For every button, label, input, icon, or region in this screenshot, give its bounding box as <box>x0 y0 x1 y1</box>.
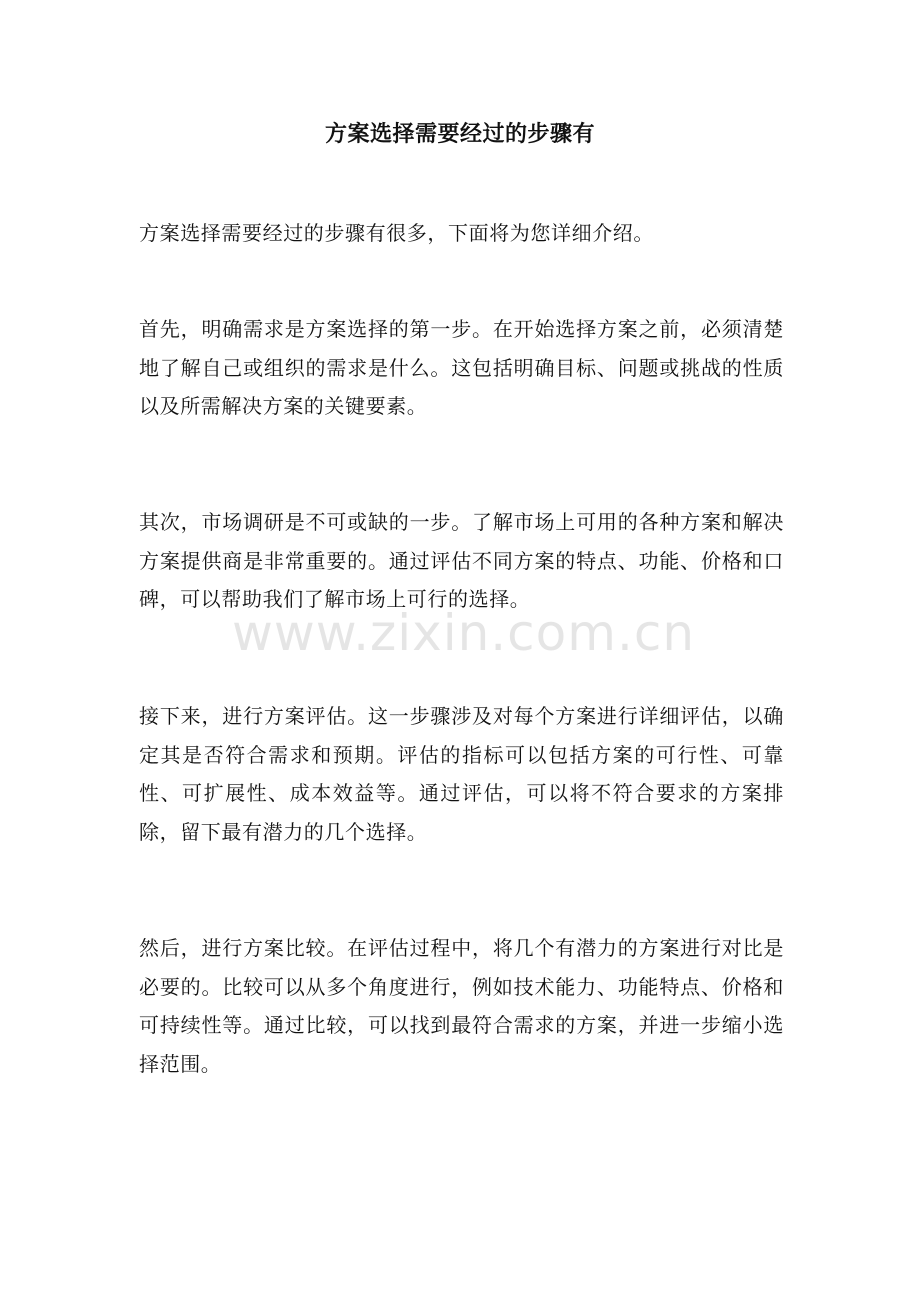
paragraph-define-needs: 首先，明确需求是方案选择的第一步。在开始选择方案之前，必须清楚地了解自己或组织的需求是什么。这包括明确目标、问题或挑战的性质以及所需解决方案的关键要素。 <box>139 317 784 418</box>
paragraph-evaluation: 接下来，进行方案评估。这一步骤涉及对每个方案进行详细评估，以确定其是否符合需求和预期。评估的指标可以包括方案的可行性、可靠性、可扩展性、成本效益等。通过评估，可以将不符合要求的方案排除，留下最有潜力的几个选择。 <box>139 704 784 844</box>
paragraph-comparison: 然后，进行方案比较。在评估过程中，将几个有潜力的方案进行对比是必要的。比较可以从多个角度进行，例如技术能力、功能特点、价格和可持续性等。通过比较，可以找到最符合需求的方案，并进一步缩小选择范围。 <box>139 936 784 1076</box>
page-title: 方案选择需要经过的步骤有 <box>324 121 595 147</box>
watermark-text: www.zixin.com.cn <box>232 604 696 662</box>
paragraph-market-research: 其次，市场调研是不可或缺的一步。了解市场上可用的各种方案和解决方案提供商是非常重要的。通过评估不同方案的特点、功能、价格和口碑，可以帮助我们了解市场上可行的选择。 <box>139 510 784 611</box>
intro-paragraph: 方案选择需要经过的步骤有很多，下面将为您详细介绍。 <box>139 221 654 245</box>
